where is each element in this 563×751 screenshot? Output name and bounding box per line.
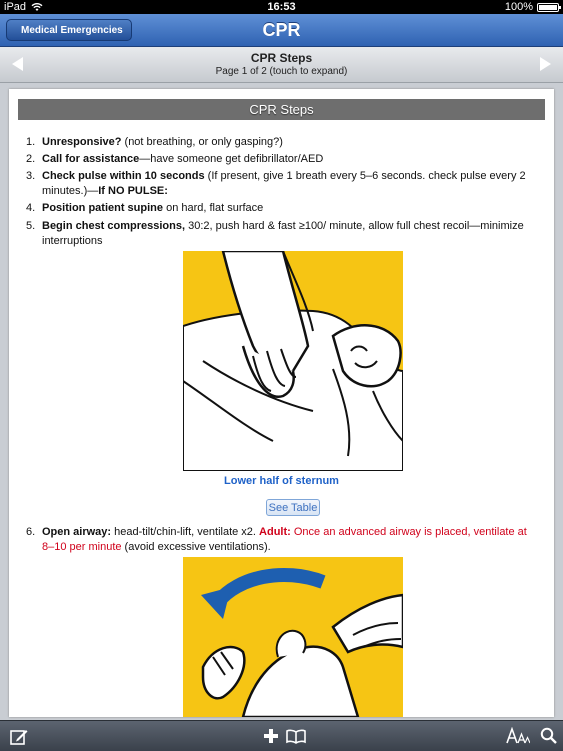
hands-on-chest-drawing <box>183 251 403 471</box>
navigation-bar <box>0 14 563 47</box>
step-tail-text: (avoid excessive ventilations). <box>121 541 271 553</box>
step-item <box>26 525 541 555</box>
step-text: (If present, give 1 breath every 5–6 seconds. check pulse every 2 minutes.)— <box>42 170 526 197</box>
step-heading: Unresponsive? <box>42 136 122 148</box>
bookmarks-icon[interactable] <box>286 729 306 744</box>
step-alert-heading: Adult: <box>259 526 291 538</box>
content-area[interactable] <box>9 89 554 717</box>
figure-caption: Lower half of sternum <box>224 475 339 487</box>
step-heading: Position patient supine <box>42 202 164 214</box>
step-heading: Open airway: <box>42 526 112 538</box>
step-item <box>26 201 541 216</box>
step-item <box>26 169 541 199</box>
step-number: 6. <box>26 526 36 538</box>
step-text: (not breathing, or only gasping?) <box>121 136 283 148</box>
bottom-toolbar <box>0 720 563 751</box>
clock: 16:53 <box>267 1 296 13</box>
step-emphasis: If NO PULSE: <box>98 185 168 197</box>
step-item <box>26 152 541 167</box>
search-icon[interactable] <box>540 727 557 744</box>
step-number: 3. <box>26 170 36 182</box>
step-number: 1. <box>26 136 36 148</box>
device-name: iPad <box>4 1 27 13</box>
chest-compression-illustration[interactable] <box>183 251 403 471</box>
add-icon[interactable] <box>263 728 279 744</box>
step-text: on hard, flat surface <box>163 202 264 214</box>
step-heading: Check pulse within 10 seconds <box>42 170 205 182</box>
compose-icon[interactable] <box>10 728 28 745</box>
section-pager[interactable] <box>0 47 563 83</box>
step-text: —have someone get defibrillator/AED <box>139 153 324 165</box>
next-page-arrow-icon[interactable] <box>540 57 551 71</box>
battery-icon <box>537 3 559 12</box>
step-number: 4. <box>26 202 36 214</box>
step-heading: Begin chest compressions, <box>42 220 186 232</box>
font-size-icon[interactable] <box>506 727 530 745</box>
step-alert-text: Once an advanced airway is placed, ventilate at 8–10 per minute <box>42 526 527 553</box>
step-number: 5. <box>26 220 36 232</box>
step-heading: Call for assistance <box>42 153 140 165</box>
step-item <box>26 219 541 249</box>
back-button-label: Medical Emergencies <box>21 25 123 36</box>
pager-page-info: Page 1 of 2 (touch to expand) <box>215 66 348 77</box>
status-bar <box>0 0 563 14</box>
section-header: CPR Steps <box>18 99 545 120</box>
step-item <box>26 135 541 150</box>
step-number: 2. <box>26 153 36 165</box>
pager-title: CPR Steps <box>250 51 313 65</box>
battery-percent: 100% <box>504 1 533 13</box>
step-text: 30:2, push hard & fast ≥100/ minute, allow full chest recoil—minimize interruptions <box>42 220 524 247</box>
open-airway-illustration[interactable] <box>183 557 403 717</box>
page-title: CPR <box>262 20 301 40</box>
see-table-button[interactable]: See Table <box>266 499 320 516</box>
step-text: head-tilt/chin-lift, ventilate x2. <box>111 526 260 538</box>
head-tilt-drawing <box>183 557 403 717</box>
